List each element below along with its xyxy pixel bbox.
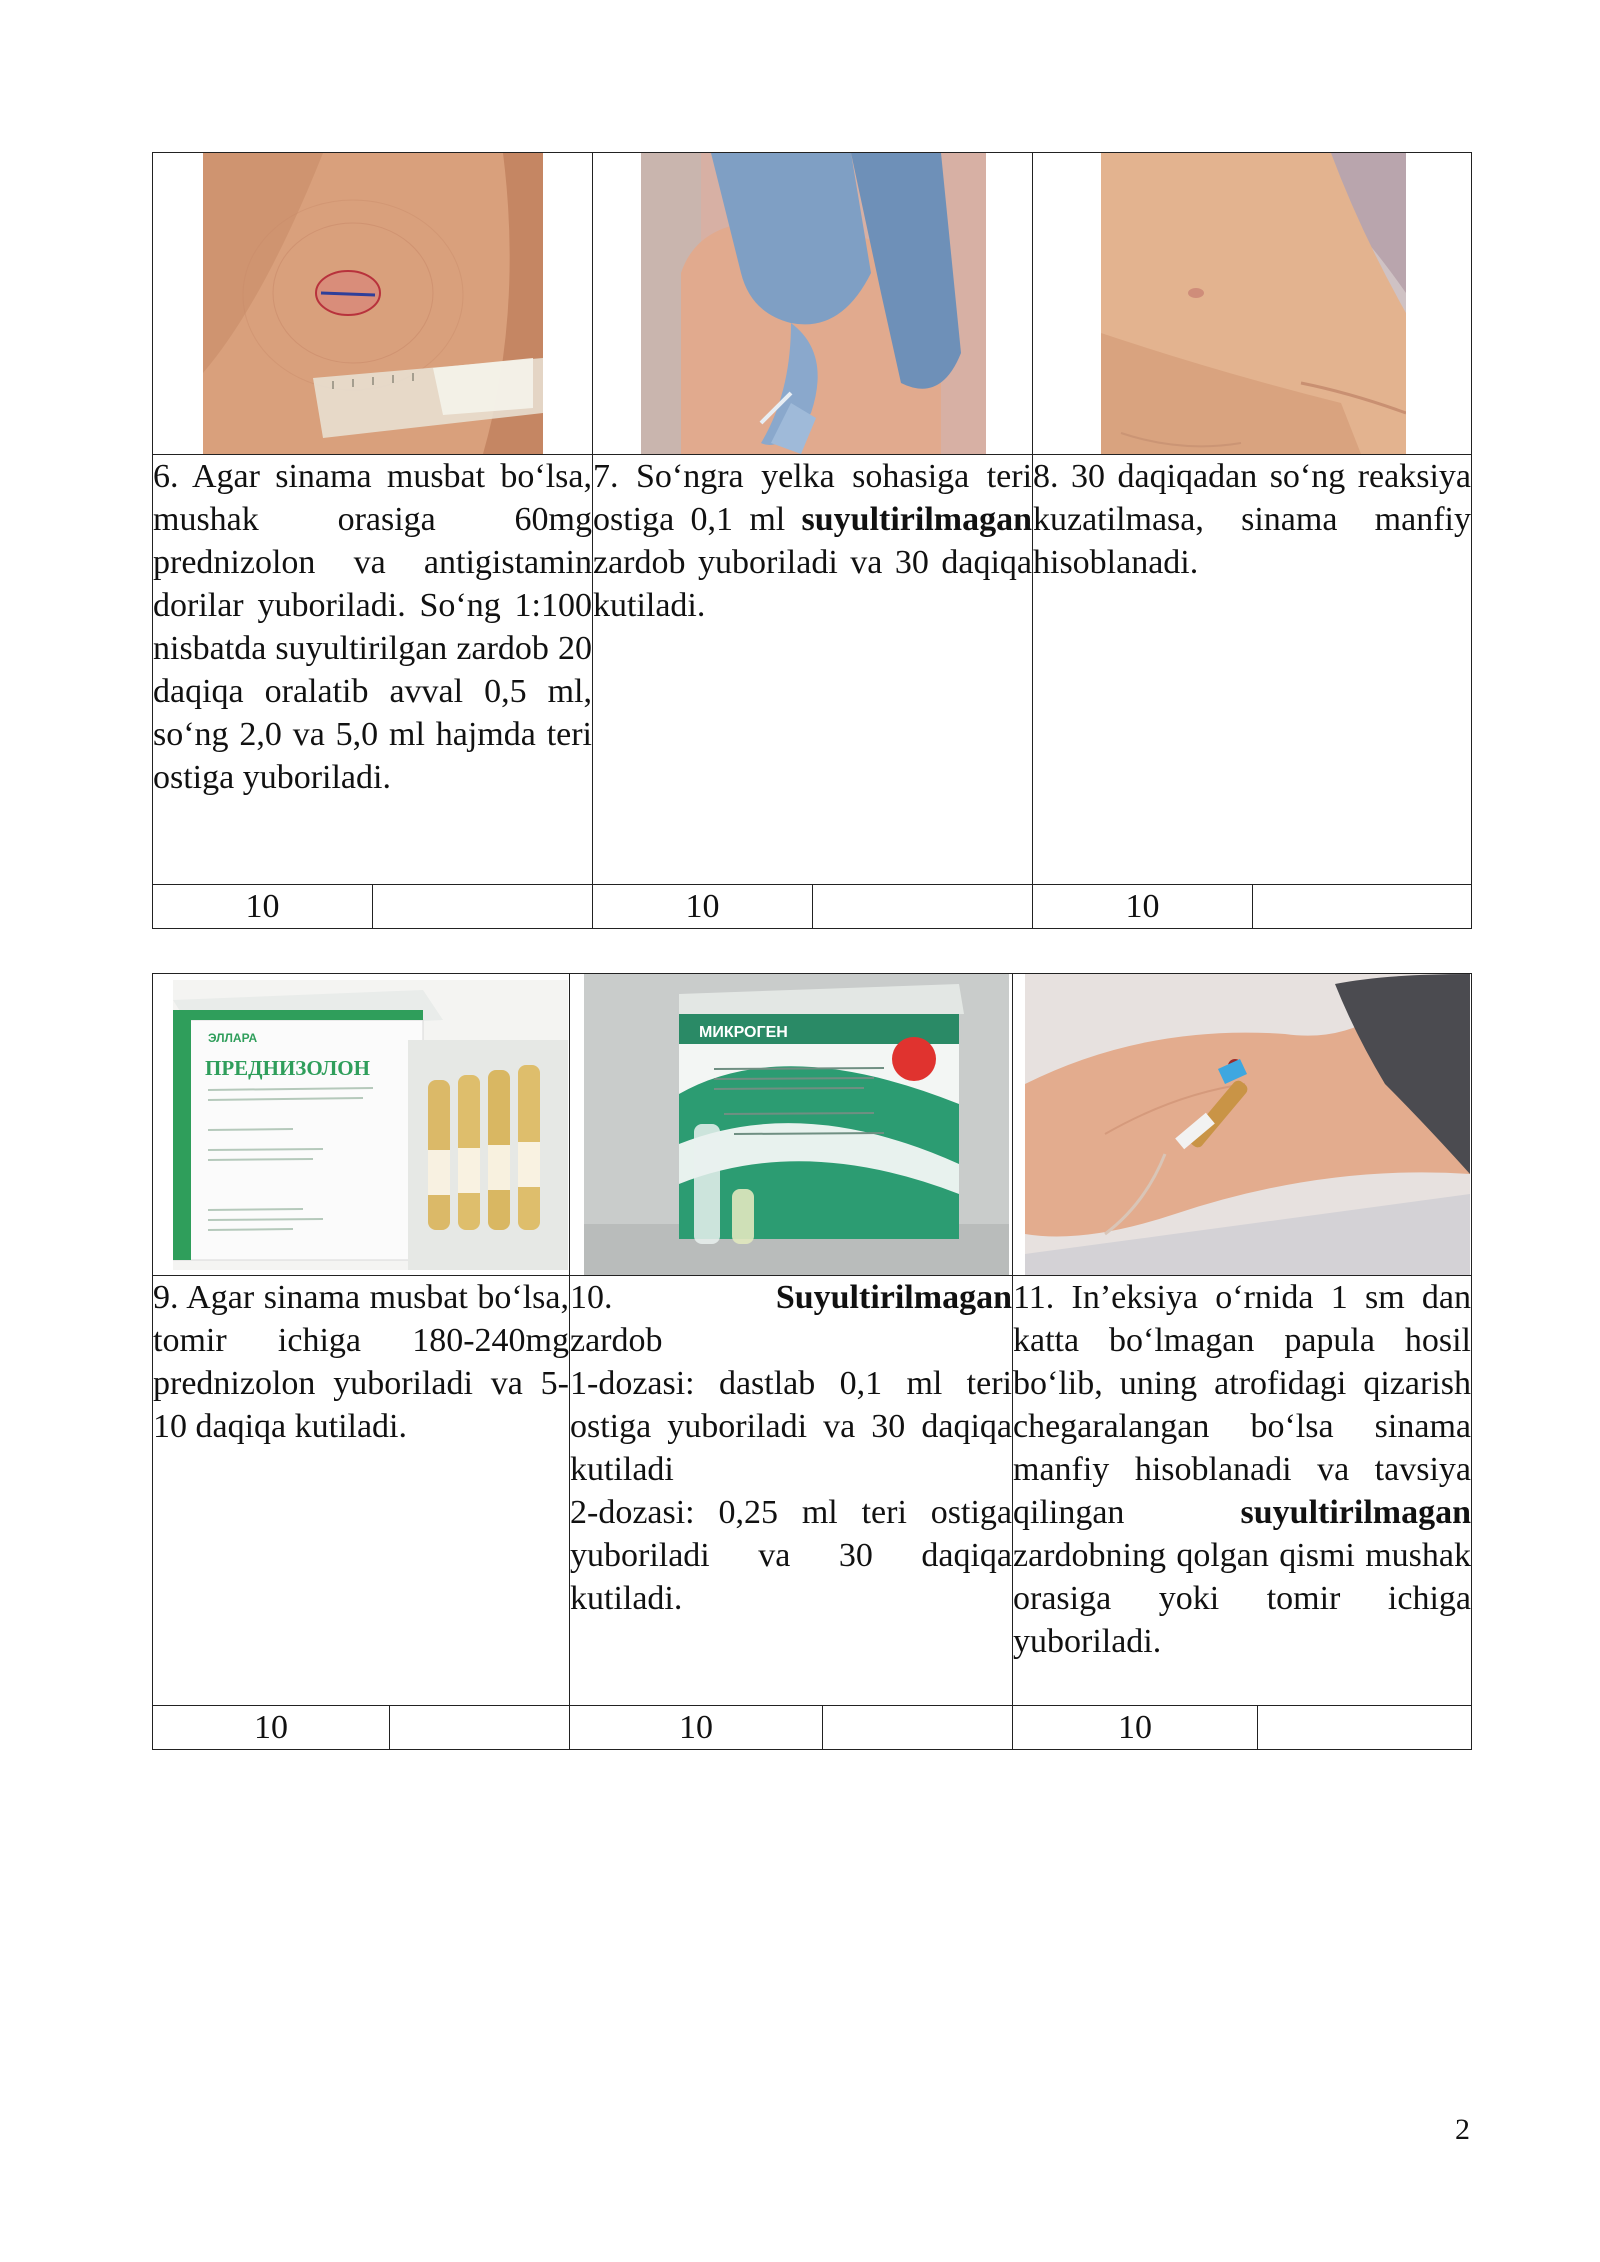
arm-observation-photo [1101,153,1406,454]
serum-package-photo [584,974,1009,1275]
step-7-image-cell [593,153,1033,455]
step-9-text: 9. Agar sinama musbat bo‘lsa, tomir ichiga 180-240mg prednizolon yuboriladi va 5-10 daqiqa kutiladi. [153,1276,570,1706]
gloved-hand-injection-photo [641,153,986,454]
image-row [153,974,1472,1276]
step-9-image-cell [153,974,570,1276]
step-6-max-score: 10 [153,885,373,929]
step-11-score-input[interactable] [1258,1706,1472,1750]
text-row [153,455,1472,885]
step-11-text: 11. In’eksiya o‘rnida 1 sm dan katta bo‘lmagan papula hosil bo‘lib, uning atrofidagi qizarish chegaralangan bo‘lsa sinama manfiy hisoblanadi va tavsiya qilingan suyultirilmagan zardobning qolgan qismi mushak orasiga yoki tomir ichiga yuboriladi. [1013,1276,1472,1706]
score-row [153,885,1472,929]
step-11-max-score: 10 [1013,1706,1258,1750]
step-11-image-cell [1013,974,1472,1276]
steps-table-2 [152,973,1472,1750]
step-9-score-input[interactable] [390,1706,570,1750]
step-6-text: 6. Agar sinama musbat bo‘lsa, mushak orasiga 60mg prednizolon va antigistamin dorilar yuboriladi. So‘ng 1:100 nisbatda suyultirilgan zardob 20 daqiqa oralatib avval 0,5 ml, so‘ng 2,0 va 5,0 ml hajmda teri ostiga yuboriladi. [153,455,593,885]
package-brand-label: ЭЛЛАРА [208,1031,258,1045]
prednisolone-package-photo [173,980,568,1270]
step-8-score-input[interactable] [1253,885,1472,929]
step-8-max-score: 10 [1033,885,1253,929]
score-row [153,1706,1472,1750]
step-7-score-input[interactable] [813,885,1033,929]
forearm-skin-test-photo [203,153,543,454]
step-10-score-input[interactable] [823,1706,1013,1750]
package-brand-label: МИКРОГЕН [699,1024,788,1041]
page-number: 2 [1455,2113,1470,2146]
package-title-label: ПРЕДНИЗОЛОН [205,1056,370,1080]
iv-catheter-arm-photo [1025,974,1470,1275]
step-9-max-score: 10 [153,1706,390,1750]
steps-table-1 [152,152,1472,929]
step-8-image-cell [1033,153,1472,455]
image-row [153,153,1472,455]
text-row [153,1276,1472,1706]
step-7-max-score: 10 [593,885,813,929]
step-10-text: 10. Suyultirilmagan zardob 1-dozasi: dastlab 0,1 ml teri ostiga yuboriladi va 30 daqiqa kutiladi 2-dozasi: 0,25 ml teri ostiga yuboriladi va 30 daqiqa kutiladi. [570,1276,1013,1706]
step-7-text: 7. So‘ngra yelka sohasiga teri ostiga 0,1 ml suyultirilmagan zardob yuboriladi va 30 daqiqa kutiladi. [593,455,1033,885]
step-6-image-cell [153,153,593,455]
step-6-score-input[interactable] [373,885,593,929]
step-10-max-score: 10 [570,1706,823,1750]
step-10-image-cell [570,974,1013,1276]
step-8-text: 8. 30 daqiqadan so‘ng reaksiya kuzatilmasa, sinama manfiy hisoblanadi. [1033,455,1472,885]
